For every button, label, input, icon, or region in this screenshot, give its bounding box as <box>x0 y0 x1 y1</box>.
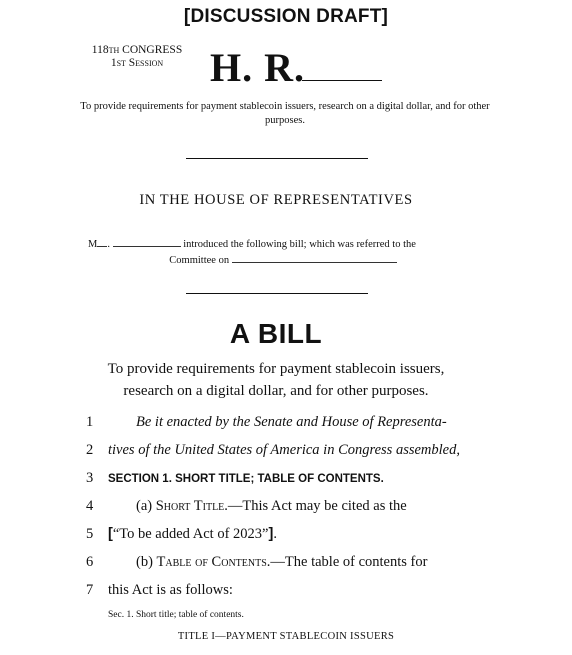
bill-line <box>0 414 572 442</box>
session-number: 1st Session <box>110 57 164 69</box>
act-name-text <box>108 526 470 543</box>
line-number: 7 <box>86 582 94 598</box>
bill-line <box>0 470 572 498</box>
subsection-heading: Table of Contents <box>156 554 267 570</box>
introduction-line-1: M . introduced the following bill; which was referred to the <box>88 236 478 252</box>
congress-session <box>82 44 192 70</box>
sponsor-title-blank <box>97 236 107 247</box>
sponsor-prefix: M <box>88 239 98 250</box>
bill-line <box>0 498 572 526</box>
bill-number-blank <box>302 80 382 81</box>
divider-rule <box>186 158 368 159</box>
toc-entry: Sec. 1. Short title; table of contents. <box>108 610 244 620</box>
subsection-label: (b) <box>136 554 157 570</box>
bill-heading: A BILL <box>229 318 323 349</box>
enacting-clause-continued: tives of the United States of America in Congress assembled, <box>108 442 460 458</box>
title-heading: TITLE I—PAYMENT STABLECOIN ISSUERS <box>177 631 395 642</box>
line-number: 1 <box>86 414 94 430</box>
subsection-body: .—The table of contents for <box>266 554 428 570</box>
bill-line <box>0 526 572 554</box>
subsection-b-text <box>136 554 498 571</box>
bill-description <box>86 358 466 402</box>
line-number: 4 <box>86 498 94 514</box>
subsection-label: (a) <box>136 498 156 514</box>
act-name: “To be added Act of 2023” <box>112 526 269 542</box>
discussion-draft-label: [DISCUSSION DRAFT] <box>183 6 389 27</box>
line-number: 6 <box>86 554 94 570</box>
period: . <box>273 526 277 542</box>
committee-blank <box>232 252 397 263</box>
house-heading: IN THE HOUSE OF REPRESENTATIVES <box>139 192 413 208</box>
bill-line <box>0 554 572 582</box>
sponsor-name-blank <box>113 236 181 247</box>
introduction-line-2 <box>88 252 478 268</box>
subsection-a-text <box>136 498 498 515</box>
bill-number: H. R. <box>210 45 305 90</box>
short-title: To provide requirements for payment stablecoin issuers, research on a digital dollar, and for other purposes. <box>80 101 490 126</box>
section-heading: SECTION 1. SHORT TITLE; TABLE OF CONTENTS. <box>108 473 384 485</box>
close-bracket: ] <box>268 526 274 542</box>
open-bracket: [ <box>108 526 113 542</box>
introduction-text-after-name: introduced the following bill; which was referred to the <box>183 239 416 250</box>
line-number: 5 <box>86 526 94 542</box>
committee-prefix: Committee on <box>169 255 230 266</box>
divider-rule <box>186 293 368 294</box>
bill-description-line: To provide requirements for payment stablecoin issuers, <box>107 361 445 377</box>
bill-line <box>0 442 572 470</box>
subsection-heading: Short Title <box>155 498 225 514</box>
bill-line <box>0 582 572 610</box>
line-number: 2 <box>86 442 94 458</box>
line-number: 3 <box>86 470 94 486</box>
bill-description-line: research on a digital dollar, and for other purposes. <box>123 383 429 399</box>
subsection-body: .—This Act may be cited as the <box>224 498 407 514</box>
toc-intro: this Act is as follows: <box>108 582 233 598</box>
congress-number: 118th CONGRESS <box>91 44 183 56</box>
enacting-clause: Be it enacted by the Senate and House of Representa- <box>136 414 447 430</box>
introduction-text <box>88 236 478 268</box>
